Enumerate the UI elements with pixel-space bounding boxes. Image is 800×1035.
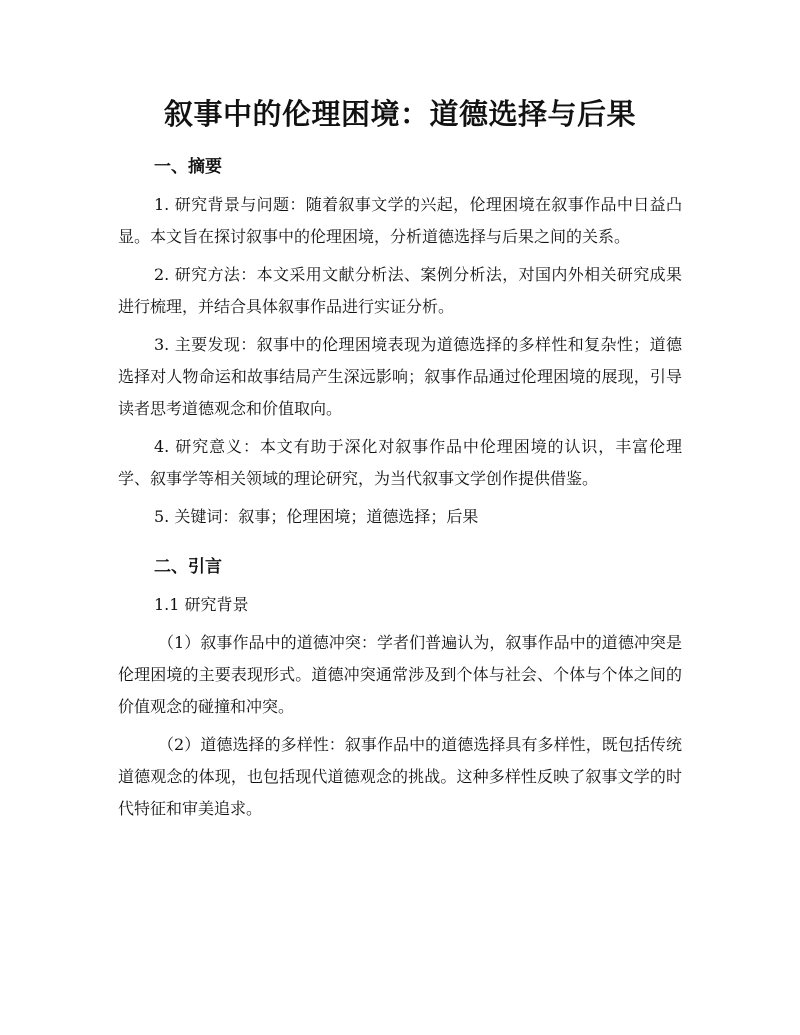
abstract-paragraph-2: 2. 研究方法：本文采用文献分析法、案例分析法，对国内外相关研究成果进行梳理，并结合具体叙事作品进行实证分析。 xyxy=(118,265,682,316)
section-heading-introduction: 二、引言 xyxy=(154,557,222,577)
subsection-heading-background: 1.1 研究背景 xyxy=(154,595,249,614)
section-heading-abstract: 一、摘要 xyxy=(154,157,222,177)
intro-paragraph-1: （1）叙事作品中的道德冲突：学者们普遍认为，叙事作品中的道德冲突是伦理困境的主要表现形式。道德冲突通常涉及到个体与社会、个体与个体之间的价值观念的碰撞和冲突。 xyxy=(118,633,682,716)
abstract-paragraph-1: 1. 研究背景与问题：随着叙事文学的兴起，伦理困境在叙事作品中日益凸显。本文旨在探讨叙事中的伦理困境，分析道德选择与后果之间的关系。 xyxy=(118,195,682,246)
abstract-keywords: 5. 关键词：叙事；伦理困境；道德选择；后果 xyxy=(154,507,479,526)
abstract-paragraph-3: 3. 主要发现：叙事中的伦理困境表现为道德选择的多样性和复杂性；道德选择对人物命运和故事结局产生深远影响；叙事作品通过伦理困境的展现，引导读者思考道德观念和价值取向。 xyxy=(118,335,682,418)
document-title: 叙事中的伦理困境：道德选择与后果 xyxy=(163,97,636,131)
intro-paragraph-2: （2）道德选择的多样性：叙事作品中的道德选择具有多样性，既包括传统道德观念的体现，也包括现代道德观念的挑战。这种多样性反映了叙事文学的时代特征和审美追求。 xyxy=(118,735,682,818)
abstract-paragraph-4: 4. 研究意义：本文有助于深化对叙事作品中伦理困境的认识，丰富伦理学、叙事学等相关领域的理论研究，为当代叙事文学创作提供借鉴。 xyxy=(118,437,682,488)
